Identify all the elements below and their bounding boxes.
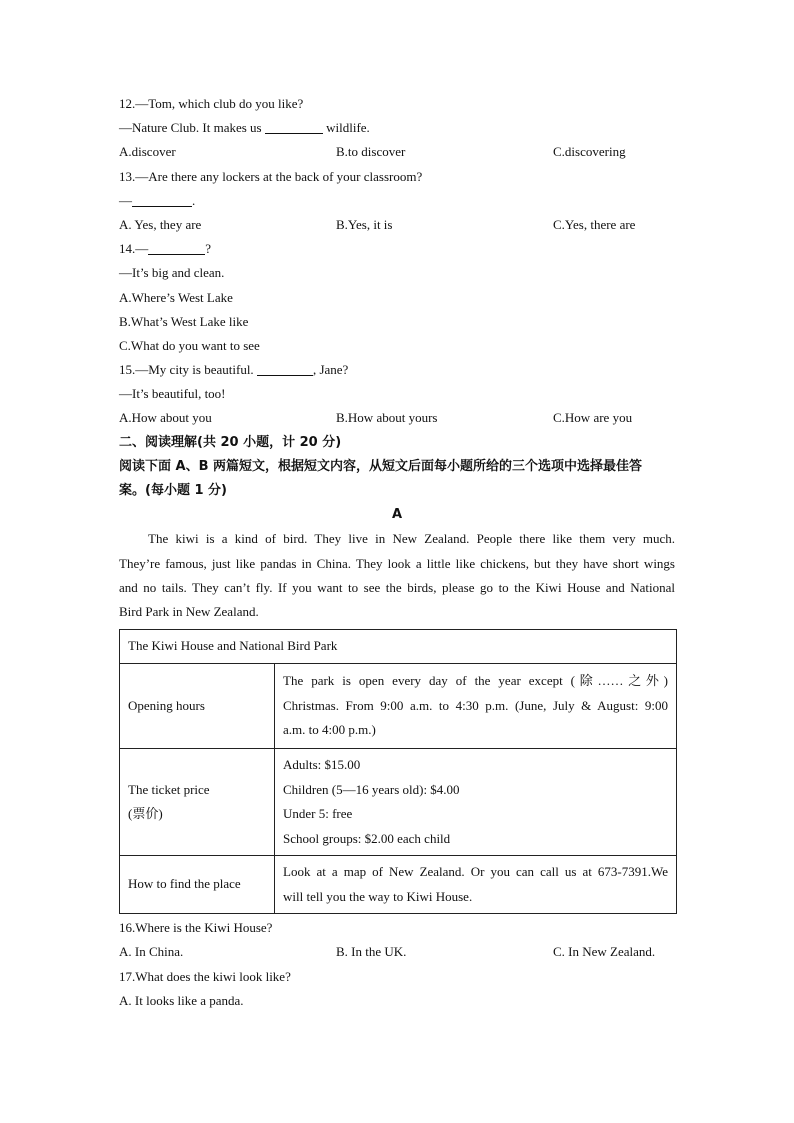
- q14-question-after: ?: [205, 241, 212, 257]
- q14-option-c: C.What do you want to see: [119, 337, 260, 353]
- q13-blank: [132, 192, 192, 207]
- ticket-children: Children (5—16 years old): $4.00: [283, 781, 460, 797]
- q14-question-before: 14.—: [119, 241, 149, 257]
- table-row: [120, 664, 677, 749]
- q16-option-b: B. In the UK.: [336, 944, 407, 960]
- ticket-under-5: Under 5: free: [283, 806, 353, 822]
- ticket-adults: Adults: $15.00: [283, 757, 361, 773]
- q14-question-line: [119, 237, 675, 261]
- q14-option-b: B.What’s West Lake like: [119, 313, 249, 329]
- passage-line-4: Bird Park in New Zealand.: [119, 603, 259, 619]
- q15-option-a: A.How about you: [119, 410, 212, 426]
- section-instruction-line2: 案。(每小题 1 分): [119, 483, 227, 498]
- opening-hours-line-3: a.m. to 4:00 p.m.): [283, 722, 376, 738]
- q14-blank: [148, 240, 205, 255]
- find-place-label-text: How to find the place: [128, 876, 241, 892]
- q12-option-c: C.discovering: [553, 144, 626, 160]
- ticket-price-label-text: The ticket price: [128, 781, 210, 797]
- find-place-line-1: Look at a map of New Zealand. Or you can call us at 673-7391.We: [283, 864, 668, 880]
- opening-hours-content: [275, 664, 677, 749]
- table-row: [120, 749, 677, 856]
- q14-answer: —It’s big and clean.: [119, 265, 225, 281]
- passage-line-3: and no tails. They can’t fly. If you want to see the birds, please go to the Kiwi House and National: [119, 579, 675, 595]
- q15-options: [119, 406, 675, 430]
- q13-option-a: A. Yes, they are: [119, 216, 202, 232]
- q15-question-before: 15.—My city is beautiful.: [119, 362, 257, 378]
- table-row: [120, 856, 677, 914]
- q13-answer-after: .: [192, 192, 196, 208]
- q15-option-b: B.How about yours: [336, 410, 438, 426]
- park-info-table: [119, 629, 677, 914]
- find-place-label: [120, 856, 275, 914]
- q15-blank: [257, 361, 313, 376]
- q12-blank: [265, 119, 323, 134]
- q16-question: 16.Where is the Kiwi House?: [119, 920, 273, 936]
- q13-answer-line: [119, 189, 675, 213]
- q12-answer-before: —Nature Club. It makes us: [119, 120, 265, 136]
- table-title: The Kiwi House and National Bird Park: [120, 630, 677, 664]
- q17-option-a: A. It looks like a panda.: [119, 992, 244, 1008]
- q17-question: 17.What does the kiwi look like?: [119, 968, 291, 984]
- find-place-line-2: will tell you the way to Kiwi House.: [283, 888, 473, 904]
- q12-answer-after: wildlife.: [322, 120, 370, 136]
- ticket-school-groups: School groups: $2.00 each child: [283, 830, 451, 846]
- opening-hours-label: [120, 664, 275, 749]
- q16-option-a: A. In China.: [119, 944, 184, 960]
- exam-page: [119, 92, 675, 1013]
- ticket-price-label-cn: (票价): [128, 806, 163, 822]
- q13-question: 13.—Are there any lockers at the back of your classroom?: [119, 168, 423, 184]
- q16-option-c: C. In New Zealand.: [553, 944, 656, 960]
- q15-question-after: , Jane?: [312, 362, 349, 378]
- q13-option-c: C.Yes, there are: [553, 216, 636, 232]
- passage-body: [119, 527, 675, 624]
- opening-hours-line-1: The park is open every day of the year except (除……之外): [283, 673, 668, 689]
- section-instruction-line1: 阅读下面 A、B 两篇短文，根据短文内容，从短文后面每小题所给的三个选项中选择最佳答: [119, 458, 643, 474]
- q15-option-c: C.How are you: [553, 410, 633, 426]
- table-title-row: [120, 630, 677, 664]
- q13-options: [119, 213, 675, 237]
- q12-question: 12.—Tom, which club do you like?: [119, 96, 304, 111]
- q16-options: [119, 940, 675, 964]
- q12-answer-line: [119, 116, 675, 140]
- find-place-content: [275, 856, 677, 914]
- q12-option-a: A.discover: [119, 144, 176, 160]
- opening-hours-label-text: Opening hours: [128, 697, 205, 713]
- section-heading: 二、阅读理解(共 20 小题，计 20 分): [119, 434, 342, 450]
- ticket-price-label: [120, 749, 275, 856]
- q13-option-b: B.Yes, it is: [336, 216, 393, 232]
- q12-option-b: B.to discover: [336, 144, 406, 160]
- opening-hours-line-2: Christmas. From 9:00 a.m. to 4:30 p.m. (June, July & August: 9:00: [283, 697, 668, 713]
- q15-question-line: [119, 358, 675, 382]
- passage-title: A: [391, 507, 403, 523]
- ticket-price-content: [275, 749, 677, 856]
- passage-line-1: The kiwi is a kind of bird. They live in New Zealand. People there like them very much.: [148, 531, 675, 547]
- q14-option-a: A.Where’s West Lake: [119, 289, 233, 305]
- q13-answer-before: —: [119, 192, 132, 208]
- q15-answer: —It’s beautiful, too!: [119, 386, 226, 402]
- q12-options: [119, 140, 675, 164]
- passage-line-2: They’re famous, just like pandas in China. They look a little like chickens, but they have short wings: [119, 555, 675, 571]
